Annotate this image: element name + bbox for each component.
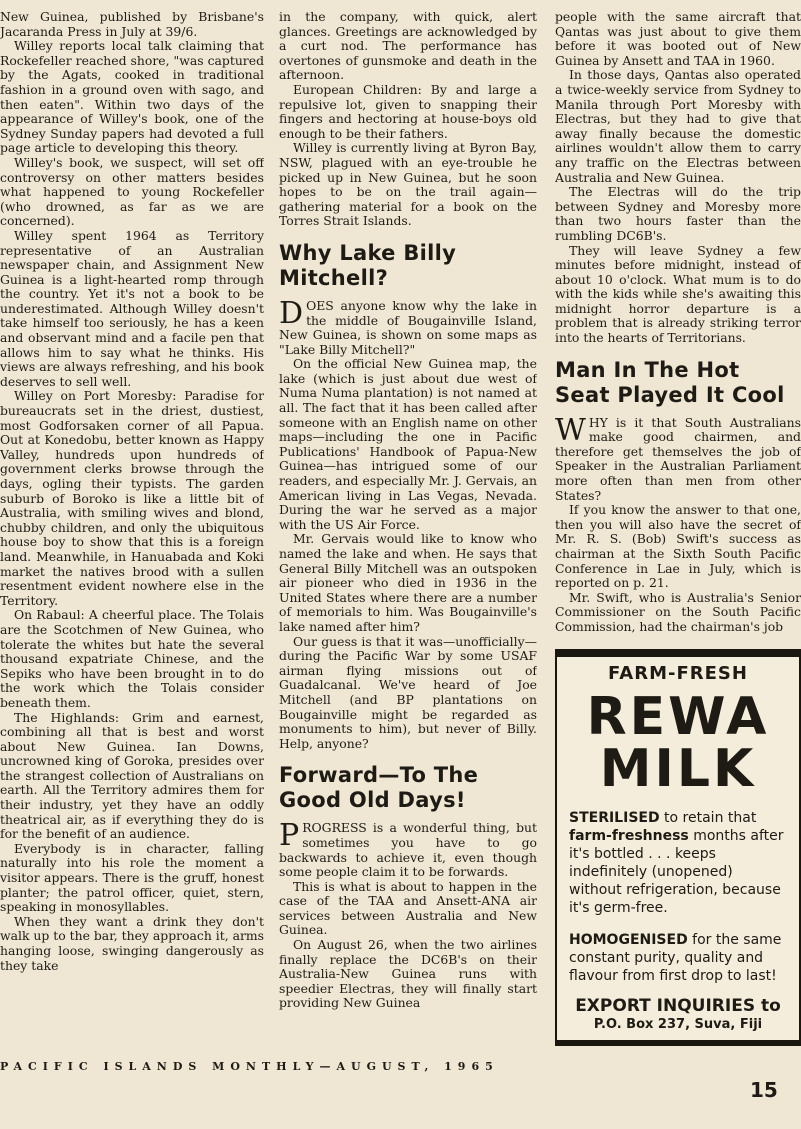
paragraph-text: HY is it that South Australians make good chairmen, and therefore get themselves the job of Speaker in the Australian Parliament more often than men from other States? — [555, 414, 801, 503]
headline-lake-billy-mitchell: Why Lake Billy Mitchell? — [279, 240, 457, 290]
ad-export: EXPORT INQUIRIES to — [575, 996, 781, 1017]
column-3 — [555, 10, 801, 1055]
ad-text: for the same constant purity, quality and flavour from first drop to last! — [569, 932, 782, 985]
paragraph: Willey is currently living at Byron Bay, NSW, plagued with an eye-trouble he picked up in New Guinea, but he soon hopes to be on the trail again—gathering material for a book on the Torres Strait Islands. — [279, 140, 537, 229]
ad-text: months after it's bottled . . . keeps indefinitely (unopened) without refrigeration, because it's germ-free. — [569, 828, 784, 917]
ad-keyword: farm-freshness — [569, 828, 689, 845]
drop-cap: D — [279, 295, 304, 331]
headline-hot-seat: Man In The Hot Seat Played It Cool — [555, 357, 785, 407]
drop-cap: W — [555, 412, 586, 448]
paragraph: In those days, Qantas also operated a twice-weekly service from Sydney to Manila through Port Moresby with Electras, but they had to give that away finally because the domestic airlines wouldn't allow them to carry any traffic on the Electras between Australia and New Guinea. — [555, 67, 801, 185]
paragraph: Everybody is in character, falling naturally into his role the moment a visitor appears. There is the gruff, honest planter; the patrol officer, quiet, stern, speaking in monosyllables. — [0, 840, 264, 915]
paragraph: The Highlands: Grim and earnest, combining all that is best and worst about New Guinea. Ian Downs, uncrowned king of Goroka, presides over the strangest collection of Australians on earth. All the Territory admires them for their industry, yet they have an oddly theatrical air, as if everything they do is for the benefit of an audience. — [0, 709, 264, 842]
paragraph: On August 26, when the two airlines finally replace the DC6B's on their Australia-New Guinea runs with speedier Electras, they will finally start providing New Guinea — [279, 937, 537, 1011]
ad-tagline: FARM-FRESH — [608, 662, 748, 684]
paragraph: New Guinea, published by Brisbane's Jacaranda Press in July at 39/6. — [0, 10, 264, 39]
paragraph: Our guess is that it was—unofficially—during the Pacific War by some USAF airman flying missions out of Guadalcanal. We've heard of Joe Mitchell (and BP plantations on Bougainville might be regarded as monuments to him), but never of Billy. Help, anyone? — [279, 633, 537, 751]
paragraph: Willey's book, we suspect, will set off controversy on other matters besides what happened to young Rockefeller (who drowned, as far as we are concerned). — [0, 154, 264, 229]
paragraph — [279, 295, 537, 357]
paragraph: The Electras will do the trip between Sydney and Moresby more than two hours faster than the rumbling DC6B's. — [555, 184, 801, 243]
page-number: 15 — [750, 1078, 778, 1102]
ad-product: MILK — [599, 739, 757, 800]
paragraph — [279, 818, 537, 880]
headline-forward-good-old-days: Forward—To The Good Old Days! — [279, 763, 479, 813]
column-1 — [0, 10, 264, 1055]
ad-text: to retain that — [659, 810, 757, 827]
paragraph: Mr. Swift, who is Australia's Senior Commissioner on the South Pacific Commission, had the chairman's job — [555, 589, 801, 634]
paragraph: If you know the answer to that one, then you will also have the secret of Mr. R. S. (Bob) Swift's success as chairman at the Sixth South Pacific Conference in Lae in July, which is reported on p. 21. — [555, 502, 801, 591]
ad-keyword: HOMOGENISED — [569, 932, 688, 949]
paragraph-text: OES anyone know why the lake in the middle of Bougainville Island, New Guinea, is shown on some maps as "Lake Billy Mitchell?" — [279, 297, 537, 357]
paragraph-text: ROGRESS is a wonderful thing, but sometimes you have to go backwards to achieve it, even though some people claim it to be forwards. — [279, 820, 537, 880]
paragraph: When they want a drink they don't walk up to the bar, they approach it, arms hanging loose, swinging dangerously as they take — [0, 913, 264, 973]
drop-cap: P — [279, 818, 300, 854]
paragraph: Willey reports local talk claiming that Rockefeller reached shore, "was captured by the Agats, cooked in traditional fashion in a ground oven with sago, and then eaten". Within two days of the appearance of Willey's book, one of the Sydney Sunday papers had devoted a full page article to developing this theory. — [0, 38, 264, 156]
paragraph: This is what is about to happen in the case of the TAA and Ansett-ANA air services between Australia and New Guinea. — [279, 878, 537, 938]
ad-keyword: STERILISED — [569, 810, 660, 827]
ad-body-2 — [569, 931, 787, 985]
paragraph — [555, 412, 801, 504]
ad-brand: REWA — [586, 687, 770, 748]
paragraph: On the official New Guinea map, the lake (which is just about due west of Numa Numa plantation) is not named at all. The fact that it has been called after someone with an English name on other maps—including the one in Pacific Publications' Handbook of Papua-New Guinea—has intrigued some of our readers, and especially Mr. J. Gervais, an American living in Las Vegas, Nevada. During the war he served as a major with the US Air Force. — [279, 356, 537, 532]
paragraph: European Children: By and large a repulsive lot, given to snapping their fingers and hectoring at house-boys old enough to be their fathers. — [279, 81, 537, 141]
paragraph: people with the same aircraft that Qantas was just about to give them before it was booted out of New Guinea by Ansett and TAA in 1960. — [555, 10, 801, 68]
ad-body-1 — [569, 809, 787, 917]
paragraph: in the company, with quick, alert glances. Greetings are acknowledged by a curt nod. The performance has overtones of gunsmoke and death in the afternoon. — [279, 10, 537, 83]
paragraph: Willey on Port Moresby: Paradise for bureaucrats set in the driest, dustiest, most Godforsaken corner of all Papua. Out at Konedobu, better known as Happy Valley, hundreds upon hundreds of government clerks browse through the days, ogling their typists. The garden suburb of Boroko is like a little bit of Australia, with smiling wives and blond, chubby children, and only the ubiquitous house boy to show that this is a foreign land. Meanwhile, in Hanuabada and Koki market the natives brood with a sullen resentment evident nowhere else in the Territory. — [0, 388, 264, 608]
paragraph: Mr. Gervais would like to know who named the lake and when. He says that General Billy Mitchell was an outspoken air pioneer who died in 1936 in the United States where there are a number of memorials to him. Was Bougainville's lake named after him? — [279, 531, 537, 634]
rewa-milk-advertisement — [555, 649, 801, 1047]
paragraph: They will leave Sydney a few minutes before midnight, instead of about 10 o'clock. What mum is to do with the kids while she's awaiting this midnight horror departure is a problem that is already striking terror into the hearts of Territorians. — [555, 242, 801, 346]
ad-address: P.O. Box 237, Suva, Fiji — [593, 1016, 763, 1032]
page-footer: PACIFIC ISLANDS MONTHLY—AUGUST, 1965 — [0, 1060, 499, 1073]
column-2 — [279, 10, 537, 1055]
paragraph: On Rabaul: A cheerful place. The Tolais are the Scotchmen of New Guinea, who tolerate the whites but hate the several thousand expatriate Chinese, and the Sepiks who have been brought in to do the work which the Tolais consider beneath them. — [0, 607, 264, 710]
paragraph: Willey spent 1964 as Territory representative of an Australian newspaper chain, and Assignment New Guinea is a light-hearted romp through the country. Yet it's not a book to be underestimated. Although Willey doesn't take himself too seriously, he has a keen and observant mind and a facile pen that allows him to say what he thinks. His views are always refreshing, and his book deserves to sell well. — [0, 227, 264, 389]
